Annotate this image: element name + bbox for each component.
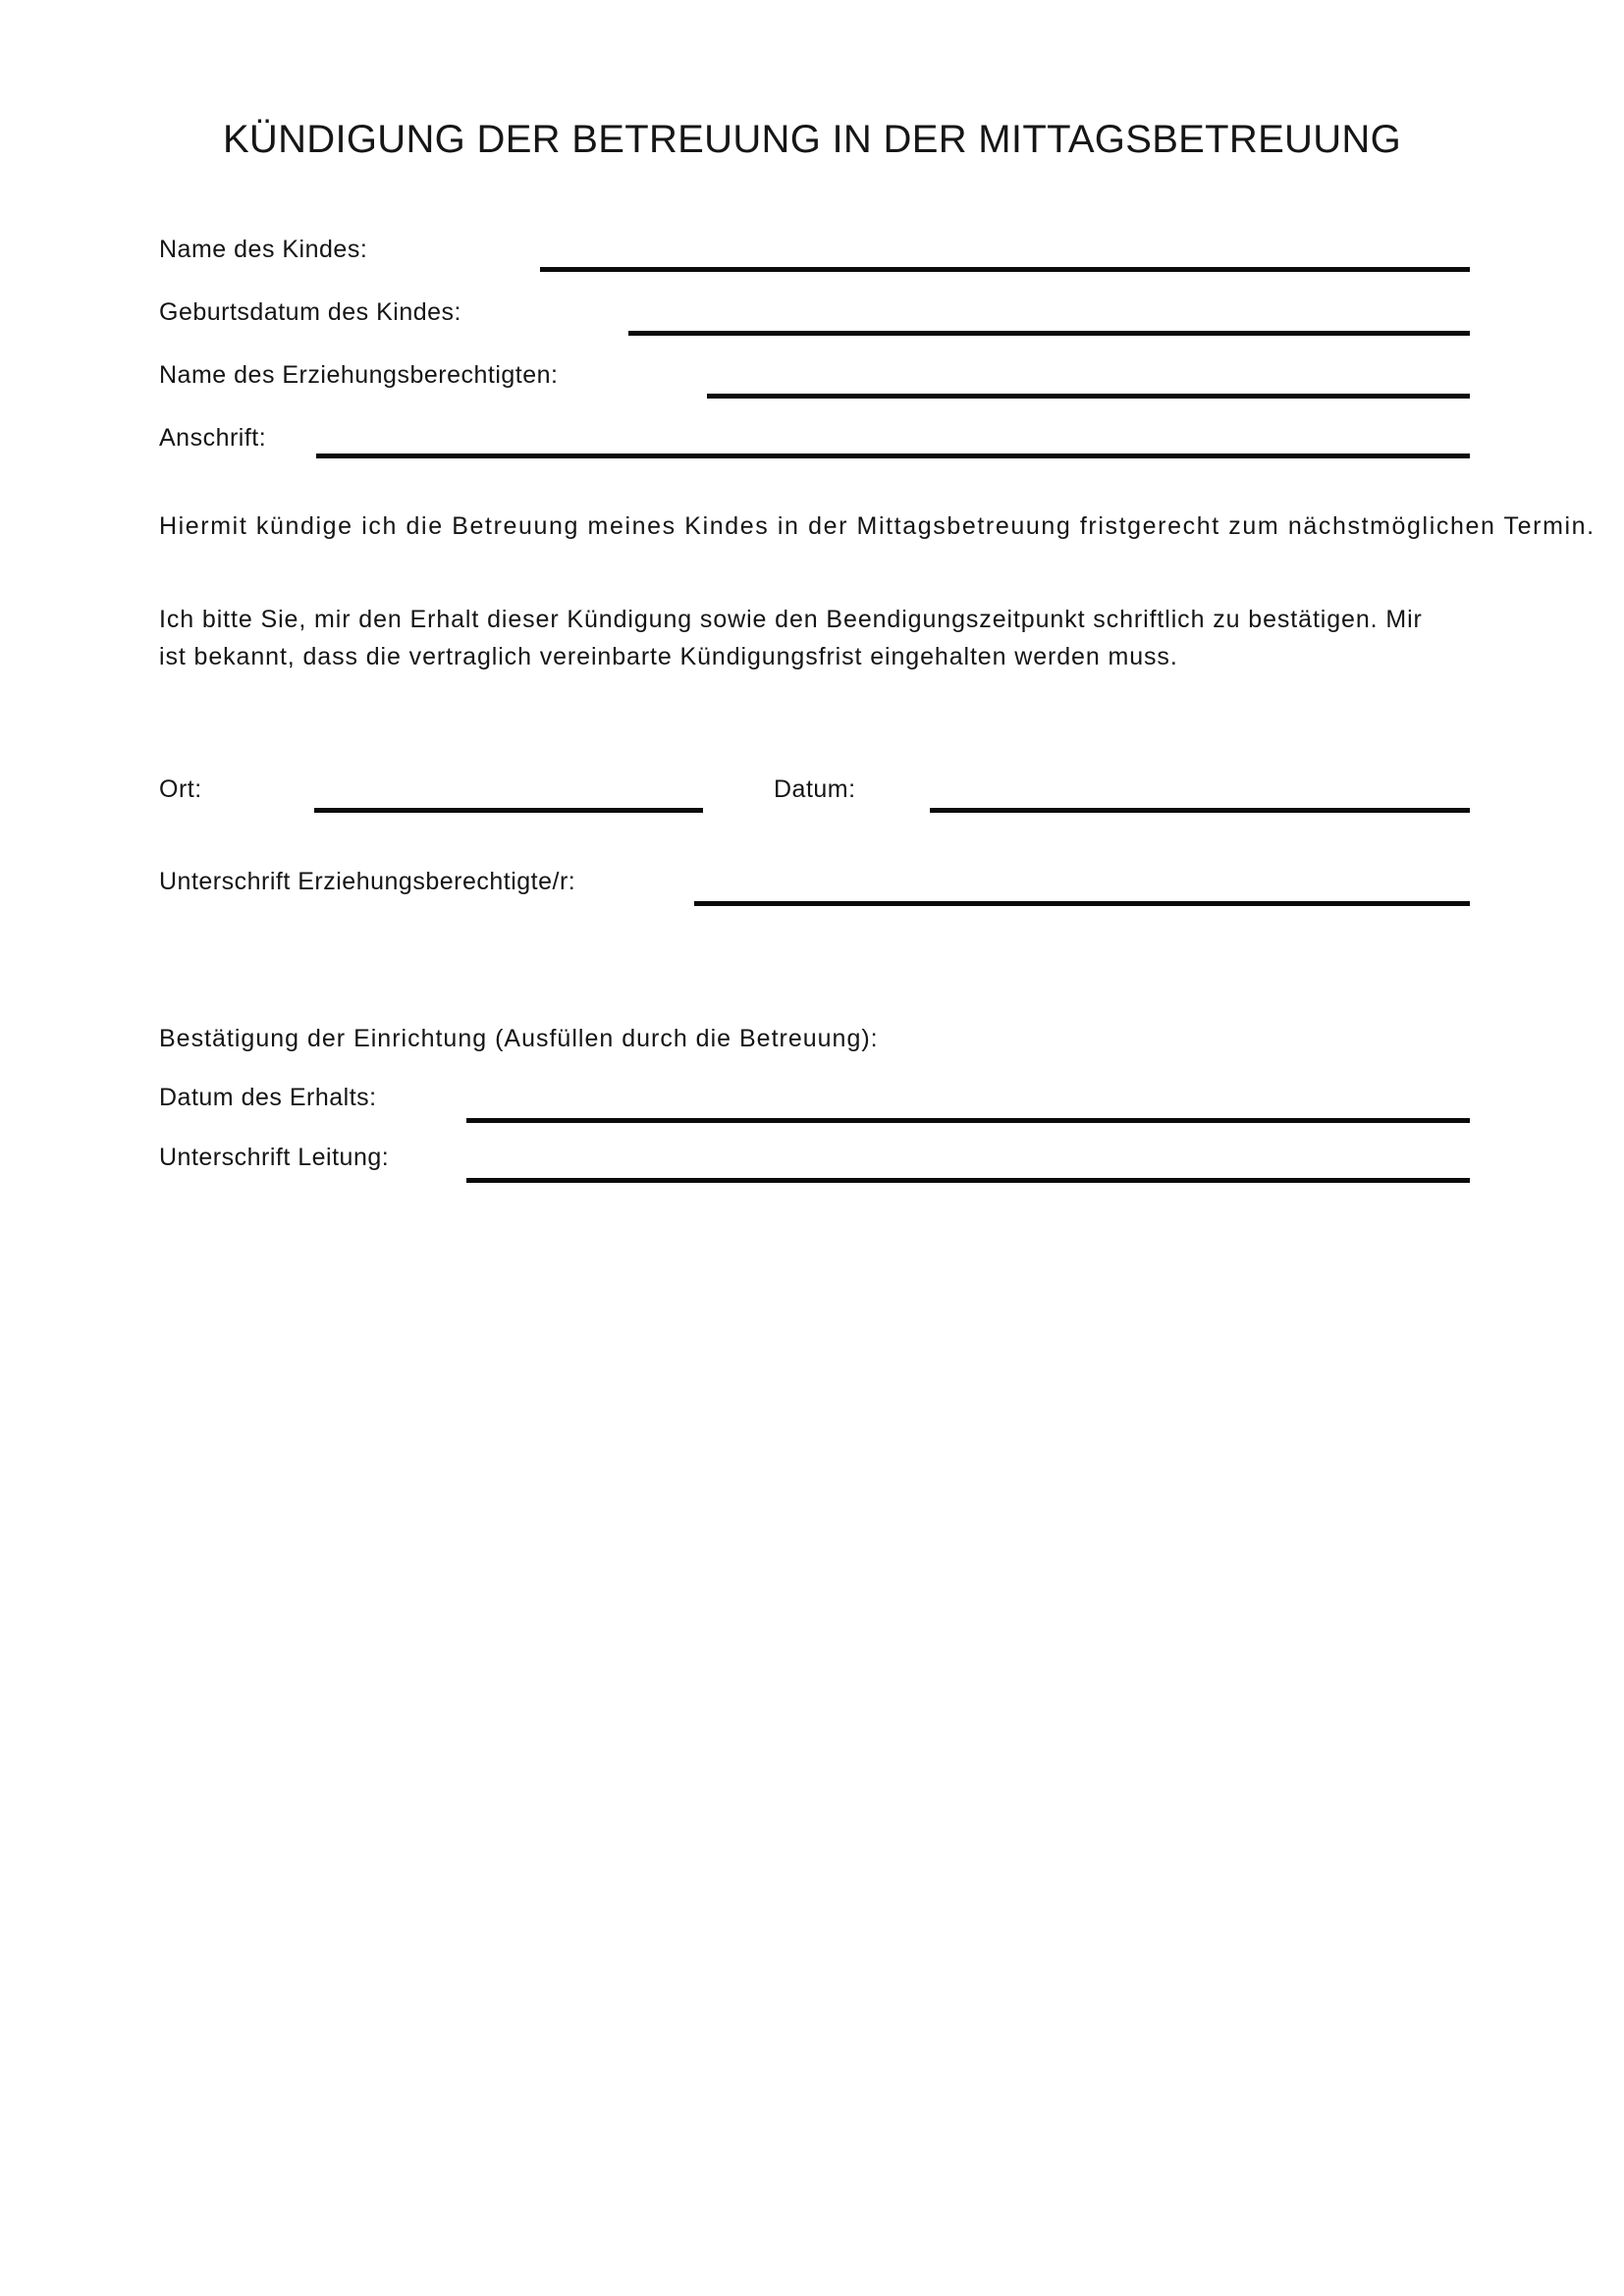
place-label: Ort: bbox=[159, 775, 202, 803]
place-field-line[interactable] bbox=[314, 808, 703, 813]
receipt-date-field-line[interactable] bbox=[466, 1118, 1470, 1123]
child-birthdate-label: Geburtsdatum des Kindes: bbox=[159, 298, 461, 326]
institution-confirmation-heading: Bestätigung der Einrichtung (Ausfüllen durch die Betreuung): bbox=[159, 1025, 879, 1052]
page-title: KÜNDIGUNG DER BETREUUNG IN DER MITTAGSBETREUUNG bbox=[222, 118, 1402, 161]
director-signature-field-line[interactable] bbox=[466, 1178, 1470, 1183]
guardian-name-field-line[interactable] bbox=[707, 394, 1470, 399]
confirmation-statement-line2: ist bekannt, dass die vertraglich vereinbarte Kündigungsfrist eingehalten werden muss. bbox=[159, 643, 1178, 670]
guardian-signature-label: Unterschrift Erziehungsberechtigte/r: bbox=[159, 868, 576, 895]
guardian-name-label: Name des Erziehungsberechtigten: bbox=[159, 361, 559, 389]
date-field-line[interactable] bbox=[930, 808, 1470, 813]
termination-statement: Hiermit kündige ich die Betreuung meines Kindes in der Mittagsbetreuung fristgerecht zum nächstmöglichen Termin. bbox=[159, 512, 1596, 540]
director-signature-label: Unterschrift Leitung: bbox=[159, 1144, 390, 1171]
receipt-date-label: Datum des Erhalts: bbox=[159, 1084, 377, 1111]
date-label: Datum: bbox=[774, 775, 856, 803]
confirmation-statement-line1: Ich bitte Sie, mir den Erhalt dieser Kündigung sowie den Beendigungszeitpunkt schriftlich zu bestätigen. Mir bbox=[159, 606, 1423, 633]
address-field-line[interactable] bbox=[316, 454, 1470, 458]
address-label: Anschrift: bbox=[159, 424, 267, 452]
child-name-label: Name des Kindes: bbox=[159, 236, 368, 263]
child-birthdate-field-line[interactable] bbox=[628, 331, 1470, 336]
guardian-signature-field-line[interactable] bbox=[694, 901, 1470, 906]
child-name-field-line[interactable] bbox=[540, 267, 1470, 272]
